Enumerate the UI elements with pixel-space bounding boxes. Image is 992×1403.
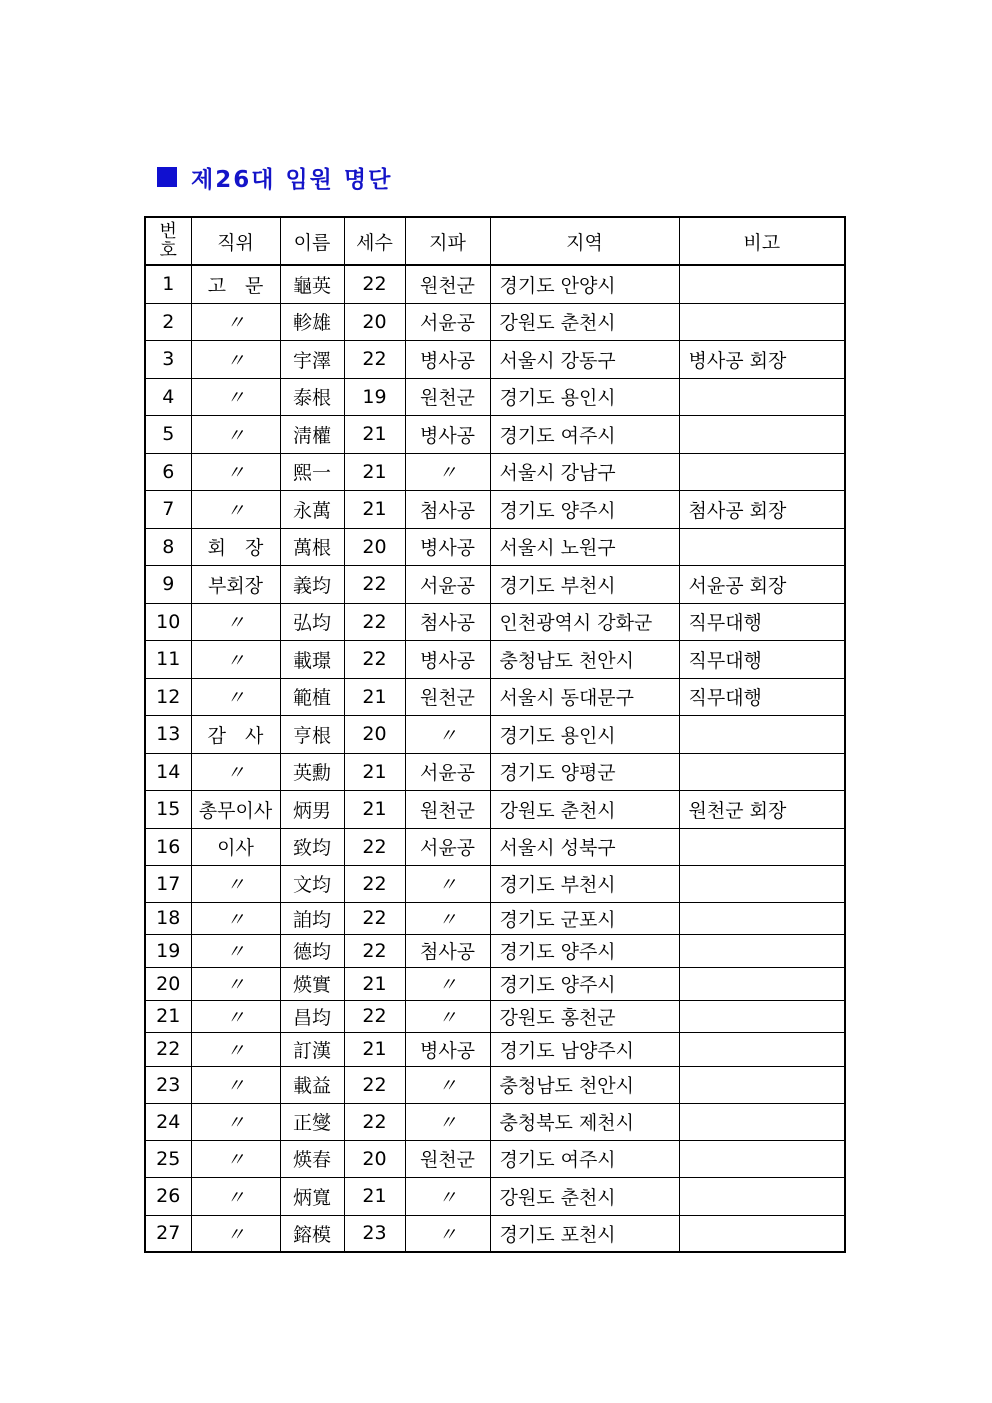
row-name: 煐春 bbox=[280, 1140, 344, 1177]
row-remark bbox=[679, 303, 845, 340]
row-region: 강원도 춘천시 bbox=[490, 303, 679, 340]
row-generation: 22 bbox=[344, 640, 405, 678]
row-region: 경기도 양주시 bbox=[490, 967, 679, 1000]
row-region: 경기도 부천시 bbox=[490, 865, 679, 902]
row-position: 〃 bbox=[191, 1140, 280, 1177]
row-position: 〃 bbox=[191, 453, 280, 490]
row-name: 熙一 bbox=[280, 453, 344, 490]
row-number: 26 bbox=[145, 1177, 191, 1215]
table-row bbox=[145, 415, 845, 453]
row-region: 경기도 양평군 bbox=[490, 753, 679, 790]
row-region: 경기도 여주시 bbox=[490, 1140, 679, 1177]
row-position: 이사 bbox=[191, 828, 280, 865]
row-position: 〃 bbox=[191, 934, 280, 967]
row-name: 萬根 bbox=[280, 528, 344, 565]
header-generation: 세수 bbox=[344, 217, 405, 265]
row-generation: 21 bbox=[344, 415, 405, 453]
table-row bbox=[145, 1000, 845, 1032]
row-number: 3 bbox=[145, 340, 191, 378]
document-title bbox=[157, 160, 392, 194]
table-row bbox=[145, 865, 845, 902]
row-generation: 22 bbox=[344, 603, 405, 640]
row-number: 13 bbox=[145, 715, 191, 753]
row-remark: 직무대행 bbox=[679, 678, 845, 715]
row-number: 6 bbox=[145, 453, 191, 490]
row-generation: 20 bbox=[344, 715, 405, 753]
row-number: 20 bbox=[145, 967, 191, 1000]
row-position: 〃 bbox=[191, 1000, 280, 1032]
row-generation: 20 bbox=[344, 1140, 405, 1177]
row-name: 載益 bbox=[280, 1066, 344, 1103]
row-branch: 병사공 bbox=[405, 340, 490, 378]
row-number: 17 bbox=[145, 865, 191, 902]
row-region: 경기도 안양시 bbox=[490, 265, 679, 303]
row-branch: 병사공 bbox=[405, 415, 490, 453]
row-branch: 〃 bbox=[405, 1215, 490, 1252]
row-name: 軫雄 bbox=[280, 303, 344, 340]
row-name: 鎔模 bbox=[280, 1215, 344, 1252]
row-name: 載璟 bbox=[280, 640, 344, 678]
row-generation: 21 bbox=[344, 490, 405, 528]
row-position: 〃 bbox=[191, 640, 280, 678]
table-row bbox=[145, 603, 845, 640]
row-number: 24 bbox=[145, 1103, 191, 1140]
table-row bbox=[145, 265, 845, 303]
row-region: 경기도 부천시 bbox=[490, 565, 679, 603]
row-remark bbox=[679, 415, 845, 453]
table-row bbox=[145, 453, 845, 490]
row-branch: 원천군 bbox=[405, 265, 490, 303]
row-name: 致均 bbox=[280, 828, 344, 865]
row-branch: 〃 bbox=[405, 1177, 490, 1215]
row-name: 炳寬 bbox=[280, 1177, 344, 1215]
row-region: 경기도 군포시 bbox=[490, 902, 679, 934]
row-position: 〃 bbox=[191, 1103, 280, 1140]
row-position: 〃 bbox=[191, 1215, 280, 1252]
row-number: 15 bbox=[145, 790, 191, 828]
row-remark bbox=[679, 453, 845, 490]
table-row bbox=[145, 490, 845, 528]
row-branch: 〃 bbox=[405, 453, 490, 490]
row-name: 弘均 bbox=[280, 603, 344, 640]
row-generation: 22 bbox=[344, 340, 405, 378]
row-branch: 서윤공 bbox=[405, 828, 490, 865]
row-remark bbox=[679, 753, 845, 790]
row-number: 4 bbox=[145, 378, 191, 415]
row-number: 11 bbox=[145, 640, 191, 678]
row-region: 경기도 여주시 bbox=[490, 415, 679, 453]
row-generation: 21 bbox=[344, 1177, 405, 1215]
table-row bbox=[145, 1177, 845, 1215]
row-position: 회 장 bbox=[191, 528, 280, 565]
row-position: 총무이사 bbox=[191, 790, 280, 828]
row-region: 경기도 양주시 bbox=[490, 490, 679, 528]
table-header-row bbox=[145, 217, 845, 265]
row-position: 〃 bbox=[191, 865, 280, 902]
row-region: 인천광역시 강화군 bbox=[490, 603, 679, 640]
row-position: 〃 bbox=[191, 378, 280, 415]
row-branch: 원천군 bbox=[405, 1140, 490, 1177]
table-row bbox=[145, 1140, 845, 1177]
row-position: 〃 bbox=[191, 603, 280, 640]
header-branch: 지파 bbox=[405, 217, 490, 265]
row-generation: 21 bbox=[344, 678, 405, 715]
row-position: 부회장 bbox=[191, 565, 280, 603]
row-generation: 19 bbox=[344, 378, 405, 415]
row-branch: 서윤공 bbox=[405, 753, 490, 790]
row-remark bbox=[679, 528, 845, 565]
table-row bbox=[145, 967, 845, 1000]
row-remark bbox=[679, 865, 845, 902]
header-remark: 비고 bbox=[679, 217, 845, 265]
row-branch: 첨사공 bbox=[405, 490, 490, 528]
row-number: 23 bbox=[145, 1066, 191, 1103]
header-number-top: 번 bbox=[159, 221, 177, 242]
table-row bbox=[145, 753, 845, 790]
row-position: 〃 bbox=[191, 490, 280, 528]
row-number: 19 bbox=[145, 934, 191, 967]
row-remark: 원천군 회장 bbox=[679, 790, 845, 828]
row-region: 서울시 동대문구 bbox=[490, 678, 679, 715]
row-number: 10 bbox=[145, 603, 191, 640]
row-number: 27 bbox=[145, 1215, 191, 1252]
header-region: 지역 bbox=[490, 217, 679, 265]
row-name: 訂漢 bbox=[280, 1032, 344, 1066]
table-row bbox=[145, 715, 845, 753]
row-remark: 첨사공 회장 bbox=[679, 490, 845, 528]
row-generation: 21 bbox=[344, 453, 405, 490]
row-name: 詯均 bbox=[280, 902, 344, 934]
row-remark bbox=[679, 902, 845, 934]
row-branch: 원천군 bbox=[405, 678, 490, 715]
row-position: 감 사 bbox=[191, 715, 280, 753]
row-position: 〃 bbox=[191, 303, 280, 340]
row-region: 강원도 홍천군 bbox=[490, 1000, 679, 1032]
table-row bbox=[145, 1032, 845, 1066]
row-branch: 병사공 bbox=[405, 528, 490, 565]
row-remark bbox=[679, 967, 845, 1000]
row-remark bbox=[679, 934, 845, 967]
row-generation: 22 bbox=[344, 565, 405, 603]
row-generation: 22 bbox=[344, 934, 405, 967]
row-region: 충청남도 천안시 bbox=[490, 640, 679, 678]
row-region: 서울시 성북구 bbox=[490, 828, 679, 865]
row-branch: 병사공 bbox=[405, 640, 490, 678]
header-position: 직위 bbox=[191, 217, 280, 265]
row-region: 강원도 춘천시 bbox=[490, 790, 679, 828]
row-number: 25 bbox=[145, 1140, 191, 1177]
row-number: 14 bbox=[145, 753, 191, 790]
row-branch: 〃 bbox=[405, 715, 490, 753]
row-generation: 22 bbox=[344, 865, 405, 902]
row-position: 〃 bbox=[191, 415, 280, 453]
row-number: 5 bbox=[145, 415, 191, 453]
row-branch: 원천군 bbox=[405, 378, 490, 415]
row-position: 고 문 bbox=[191, 265, 280, 303]
row-number: 12 bbox=[145, 678, 191, 715]
row-number: 18 bbox=[145, 902, 191, 934]
row-generation: 22 bbox=[344, 1103, 405, 1140]
row-region: 경기도 용인시 bbox=[490, 378, 679, 415]
row-branch: 첨사공 bbox=[405, 934, 490, 967]
table-row bbox=[145, 934, 845, 967]
table-row bbox=[145, 528, 845, 565]
row-remark bbox=[679, 1032, 845, 1066]
row-remark: 병사공 회장 bbox=[679, 340, 845, 378]
row-generation: 22 bbox=[344, 828, 405, 865]
row-remark bbox=[679, 1066, 845, 1103]
row-region: 서울시 노원구 bbox=[490, 528, 679, 565]
table-row bbox=[145, 902, 845, 934]
table-row bbox=[145, 828, 845, 865]
row-remark bbox=[679, 265, 845, 303]
row-name: 德均 bbox=[280, 934, 344, 967]
row-remark: 직무대행 bbox=[679, 603, 845, 640]
row-position: 〃 bbox=[191, 967, 280, 1000]
row-region: 충청북도 제천시 bbox=[490, 1103, 679, 1140]
row-remark bbox=[679, 378, 845, 415]
table-row bbox=[145, 678, 845, 715]
row-region: 충청남도 천안시 bbox=[490, 1066, 679, 1103]
row-generation: 20 bbox=[344, 528, 405, 565]
row-branch: 〃 bbox=[405, 1103, 490, 1140]
header-name: 이름 bbox=[280, 217, 344, 265]
table-row bbox=[145, 1103, 845, 1140]
row-position: 〃 bbox=[191, 678, 280, 715]
row-name: 龜英 bbox=[280, 265, 344, 303]
row-region: 경기도 남양주시 bbox=[490, 1032, 679, 1066]
table-row bbox=[145, 378, 845, 415]
row-region: 경기도 용인시 bbox=[490, 715, 679, 753]
row-branch: 〃 bbox=[405, 865, 490, 902]
row-number: 2 bbox=[145, 303, 191, 340]
row-branch: 〃 bbox=[405, 1000, 490, 1032]
row-generation: 22 bbox=[344, 1066, 405, 1103]
row-remark bbox=[679, 1000, 845, 1032]
row-number: 1 bbox=[145, 265, 191, 303]
officer-roster-table bbox=[144, 216, 846, 1253]
title-text: 제26대 임원 명단 bbox=[191, 166, 393, 193]
row-region: 강원도 춘천시 bbox=[490, 1177, 679, 1215]
table-row bbox=[145, 303, 845, 340]
row-region: 서울시 강남구 bbox=[490, 453, 679, 490]
row-remark bbox=[679, 828, 845, 865]
row-name: 範植 bbox=[280, 678, 344, 715]
row-branch: 서윤공 bbox=[405, 565, 490, 603]
row-number: 16 bbox=[145, 828, 191, 865]
row-name: 文均 bbox=[280, 865, 344, 902]
table-row bbox=[145, 640, 845, 678]
row-branch: 〃 bbox=[405, 1066, 490, 1103]
row-remark bbox=[679, 1103, 845, 1140]
row-position: 〃 bbox=[191, 1032, 280, 1066]
row-number: 22 bbox=[145, 1032, 191, 1066]
row-generation: 21 bbox=[344, 1032, 405, 1066]
table-row bbox=[145, 565, 845, 603]
row-name: 昌均 bbox=[280, 1000, 344, 1032]
row-generation: 21 bbox=[344, 967, 405, 1000]
row-region: 서울시 강동구 bbox=[490, 340, 679, 378]
row-generation: 23 bbox=[344, 1215, 405, 1252]
row-remark: 직무대행 bbox=[679, 640, 845, 678]
row-region: 경기도 양주시 bbox=[490, 934, 679, 967]
header-number bbox=[145, 217, 191, 265]
row-generation: 22 bbox=[344, 265, 405, 303]
row-remark bbox=[679, 1177, 845, 1215]
row-name: 炳男 bbox=[280, 790, 344, 828]
row-branch: 원천군 bbox=[405, 790, 490, 828]
row-number: 8 bbox=[145, 528, 191, 565]
row-branch: 병사공 bbox=[405, 1032, 490, 1066]
header-number-bottom: 호 bbox=[159, 240, 177, 261]
row-generation: 21 bbox=[344, 753, 405, 790]
row-position: 〃 bbox=[191, 1066, 280, 1103]
row-region: 경기도 포천시 bbox=[490, 1215, 679, 1252]
row-name: 泰根 bbox=[280, 378, 344, 415]
row-generation: 21 bbox=[344, 790, 405, 828]
table-row bbox=[145, 1215, 845, 1252]
square-bullet-icon bbox=[157, 167, 177, 187]
row-generation: 22 bbox=[344, 902, 405, 934]
row-name: 亨根 bbox=[280, 715, 344, 753]
row-remark bbox=[679, 1215, 845, 1252]
row-position: 〃 bbox=[191, 902, 280, 934]
row-number: 7 bbox=[145, 490, 191, 528]
row-generation: 20 bbox=[344, 303, 405, 340]
row-number: 21 bbox=[145, 1000, 191, 1032]
row-remark: 서윤공 회장 bbox=[679, 565, 845, 603]
row-name: 宇澤 bbox=[280, 340, 344, 378]
row-branch: 서윤공 bbox=[405, 303, 490, 340]
row-branch: 첨사공 bbox=[405, 603, 490, 640]
table-row bbox=[145, 1066, 845, 1103]
row-branch: 〃 bbox=[405, 902, 490, 934]
row-branch: 〃 bbox=[405, 967, 490, 1000]
row-number: 9 bbox=[145, 565, 191, 603]
row-name: 正燮 bbox=[280, 1103, 344, 1140]
table-row bbox=[145, 790, 845, 828]
row-name: 永萬 bbox=[280, 490, 344, 528]
table-row bbox=[145, 340, 845, 378]
row-name: 煐實 bbox=[280, 967, 344, 1000]
row-remark bbox=[679, 715, 845, 753]
row-name: 英勳 bbox=[280, 753, 344, 790]
row-remark bbox=[679, 1140, 845, 1177]
row-position: 〃 bbox=[191, 753, 280, 790]
row-generation: 22 bbox=[344, 1000, 405, 1032]
row-position: 〃 bbox=[191, 1177, 280, 1215]
row-position: 〃 bbox=[191, 340, 280, 378]
row-name: 淸權 bbox=[280, 415, 344, 453]
row-name: 義均 bbox=[280, 565, 344, 603]
